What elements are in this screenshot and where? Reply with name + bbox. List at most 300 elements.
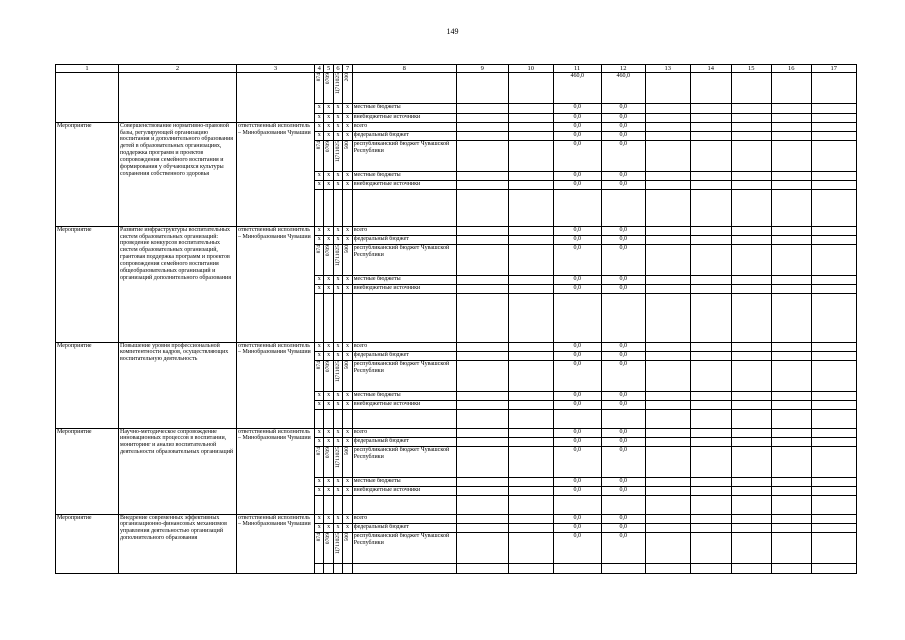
value-col-12: 0,0 [601,140,645,171]
budget-code: Ц711025 [334,140,341,162]
budget-code-cell [315,446,324,477]
x-mark: x [333,113,342,122]
empty-cell [690,360,731,391]
activity-title: Внедрение современных эффективных организационно-финансовых механизмов управления деятельностью организаций дополнительного образования [119,514,237,573]
empty-cell [771,486,811,495]
empty-cell [645,400,690,409]
column-header-17: 17 [811,65,856,73]
empty-cell [645,294,690,343]
empty-cell [771,171,811,180]
empty-cell [343,190,352,227]
empty-cell [508,477,553,486]
empty-cell [456,360,508,391]
empty-cell [811,342,856,351]
empty-cell [771,437,811,446]
x-mark: x [324,514,333,523]
value-col-11: 0,0 [553,131,601,140]
x-mark: x [315,477,324,486]
activity-title: Развитие инфраструктуры воспитательных систем образовательных организаций: проведение конкурсов воспитательных систем образовательных организаций, грантовая поддержка программ и проектов сопровождения семейного воспитания общеобразовательных организаций и организаций дополнительного образования [119,226,237,342]
empty-cell [811,131,856,140]
empty-cell [811,235,856,244]
empty-cell [811,244,856,275]
empty-cell [731,563,771,573]
value-col-12: 0,0 [601,523,645,532]
empty-cell [771,190,811,227]
empty-cell [352,294,456,343]
funding-source: федеральный бюджет [352,235,456,244]
empty-cell [690,294,731,343]
x-mark: x [343,428,352,437]
value-col-12: 0,0 [601,180,645,189]
empty-cell [811,351,856,360]
x-mark: x [315,131,324,140]
value-col-11: 0,0 [553,446,601,477]
budget-code: 500 [344,140,351,150]
empty-cell [456,275,508,284]
funding-source: федеральный бюджет [352,351,456,360]
empty-cell [315,294,324,343]
empty-cell [690,275,731,284]
empty-cell [731,140,771,171]
empty-cell [811,180,856,189]
responsible-executor: ответственный исполнитель – Минобразования Чувашии [237,122,315,226]
empty-cell [771,523,811,532]
x-mark: x [315,437,324,446]
value-col-12: 0,0 [601,275,645,284]
budget-code: Ц711025 [334,446,341,468]
empty-cell [690,73,731,104]
x-mark: x [324,180,333,189]
empty-cell [237,73,315,122]
empty-cell [508,391,553,400]
budget-table [55,64,857,574]
empty-cell [508,437,553,446]
empty-cell [456,400,508,409]
empty-cell [645,446,690,477]
x-mark: x [324,104,333,113]
x-mark: x [343,122,352,131]
empty-cell [771,275,811,284]
empty-cell [645,477,690,486]
budget-code: Ц711025 [334,532,341,554]
funding-source: всего [352,342,456,351]
empty-cell [508,563,553,573]
empty-cell [771,563,811,573]
budget-code-cell [333,532,342,563]
empty-cell [731,171,771,180]
empty-cell [324,563,333,573]
empty-cell [645,73,690,104]
budget-code-cell [343,244,352,275]
funding-source: внебюджетные источники [352,400,456,409]
empty-cell [690,486,731,495]
x-mark: x [343,235,352,244]
funding-source: внебюджетные источники [352,284,456,293]
empty-cell [690,400,731,409]
budget-code-cell [343,140,352,171]
budget-code-cell [315,244,324,275]
empty-cell [811,514,856,523]
x-mark: x [343,113,352,122]
empty-cell [553,409,601,428]
x-mark: x [324,226,333,235]
x-mark: x [333,351,342,360]
empty-cell [343,294,352,343]
budget-code: 874 [316,140,322,150]
empty-cell [315,495,324,514]
budget-code: 500 [344,360,351,370]
empty-cell [343,563,352,573]
funding-source: республиканский бюджет Чувашской Республики [352,446,456,477]
value-col-12: 0,0 [601,532,645,563]
empty-cell [811,275,856,284]
value-col-11: 0,0 [553,360,601,391]
empty-cell [645,244,690,275]
empty-cell [645,171,690,180]
empty-cell [352,409,456,428]
empty-cell [508,284,553,293]
column-header-6: 6 [333,65,342,73]
empty-cell [645,113,690,122]
empty-cell [771,104,811,113]
empty-cell [731,477,771,486]
value-col-12: 0,0 [601,486,645,495]
funding-source: местные бюджеты [352,477,456,486]
budget-code-cell [333,244,342,275]
x-mark: x [333,104,342,113]
empty-cell [56,73,119,122]
empty-cell [811,104,856,113]
empty-cell [811,563,856,573]
empty-cell [690,180,731,189]
value-col-11: 0,0 [553,351,601,360]
empty-cell [456,391,508,400]
budget-code: 874 [316,446,322,456]
empty-cell [508,342,553,351]
funding-source: всего [352,122,456,131]
empty-cell [645,122,690,131]
empty-cell [731,409,771,428]
value-col-12: 0,0 [601,437,645,446]
empty-cell [315,190,324,227]
x-mark: x [315,104,324,113]
x-mark: x [333,226,342,235]
value-col-12: 0,0 [601,360,645,391]
empty-cell [508,351,553,360]
empty-cell [456,244,508,275]
empty-cell [731,514,771,523]
value-col-12: 0,0 [601,122,645,131]
empty-cell [645,180,690,189]
empty-cell [731,360,771,391]
funding-source: местные бюджеты [352,275,456,284]
empty-cell [508,140,553,171]
empty-cell [456,122,508,131]
x-mark: x [315,180,324,189]
funding-source: республиканский бюджет Чувашской Республики [352,140,456,171]
x-mark: x [315,226,324,235]
empty-cell [553,563,601,573]
budget-code-cell [324,532,333,563]
value-col-12: 0,0 [601,400,645,409]
value-col-11: 0,0 [553,400,601,409]
x-mark: x [333,477,342,486]
empty-cell [771,226,811,235]
empty-cell [811,113,856,122]
value-col-12: 0,0 [601,514,645,523]
x-mark: x [333,180,342,189]
empty-cell [645,342,690,351]
value-col-11: 0,0 [553,477,601,486]
funding-source: местные бюджеты [352,171,456,180]
empty-cell [456,113,508,122]
empty-cell [731,244,771,275]
empty-cell [645,437,690,446]
budget-code-cell [333,446,342,477]
empty-cell [456,486,508,495]
x-mark: x [343,104,352,113]
value-col-12: 0,0 [601,171,645,180]
empty-cell [601,294,645,343]
x-mark: x [315,428,324,437]
empty-cell [508,495,553,514]
empty-cell [456,294,508,343]
empty-cell [690,437,731,446]
budget-code: Ц711025 [334,73,341,95]
value-col-11: 0,0 [553,122,601,131]
empty-cell [508,446,553,477]
value-col-11: 0,0 [553,437,601,446]
column-header-8: 8 [352,65,456,73]
x-mark: x [324,477,333,486]
x-mark: x [324,351,333,360]
x-mark: x [343,514,352,523]
empty-cell [811,360,856,391]
budget-code: 0709 [325,532,332,544]
column-header-15: 15 [731,65,771,73]
funding-source: федеральный бюджет [352,523,456,532]
empty-cell [456,140,508,171]
column-header-9: 9 [456,65,508,73]
budget-code: 0709 [325,360,332,372]
budget-code-cell [315,73,324,104]
funding-source: федеральный бюджет [352,131,456,140]
value-col-11: 0,0 [553,514,601,523]
empty-cell [811,391,856,400]
empty-cell [731,428,771,437]
budget-code-cell [324,244,333,275]
responsible-executor: ответственный исполнитель – Минобразования Чувашии [237,428,315,514]
activity-title: Научно-методическое сопровождение инновационных процессов в воспитании, мониторинг и анализ воспитательной деятельности образовательных организаций [119,428,237,514]
empty-cell [690,523,731,532]
budget-code-cell [333,73,342,104]
budget-code: Ц711025 [334,360,341,382]
empty-cell [333,294,342,343]
value-col-12: 0,0 [601,391,645,400]
empty-cell [811,284,856,293]
column-header-12: 12 [601,65,645,73]
empty-cell [333,190,342,227]
value-col-11: 0,0 [553,113,601,122]
x-mark: x [324,391,333,400]
empty-cell [645,428,690,437]
budget-code-cell [324,360,333,391]
budget-code: 874 [316,532,322,542]
empty-cell [456,532,508,563]
empty-cell [731,486,771,495]
empty-cell [811,523,856,532]
empty-cell [601,409,645,428]
empty-cell [456,342,508,351]
x-mark: x [315,122,324,131]
value-col-12: 0,0 [601,244,645,275]
budget-code-cell [324,140,333,171]
empty-cell [690,446,731,477]
activity-type: Мероприятие [56,428,119,514]
empty-cell [508,190,553,227]
empty-cell [601,495,645,514]
value-col-11: 0,0 [553,140,601,171]
x-mark: x [324,131,333,140]
empty-cell [508,360,553,391]
empty-cell [690,514,731,523]
activity-type: Мероприятие [56,226,119,342]
value-col-11: 0,0 [553,532,601,563]
budget-code-cell [315,140,324,171]
empty-cell [645,523,690,532]
x-mark: x [324,284,333,293]
empty-cell [456,351,508,360]
empty-cell [352,190,456,227]
empty-cell [508,122,553,131]
x-mark: x [333,523,342,532]
empty-cell [645,275,690,284]
empty-cell [690,235,731,244]
empty-cell [690,113,731,122]
empty-cell [645,226,690,235]
empty-cell [508,409,553,428]
empty-cell [771,446,811,477]
empty-cell [508,104,553,113]
empty-cell [553,190,601,227]
x-mark: x [333,514,342,523]
x-mark: x [315,171,324,180]
empty-cell [731,275,771,284]
empty-cell [771,400,811,409]
value-col-12: 0,0 [601,428,645,437]
empty-cell [731,131,771,140]
empty-cell [731,190,771,227]
empty-cell [343,409,352,428]
value-col-11: 0,0 [553,244,601,275]
empty-cell [771,284,811,293]
empty-cell [771,131,811,140]
x-mark: x [315,391,324,400]
x-mark: x [315,284,324,293]
empty-cell [811,171,856,180]
x-mark: x [333,275,342,284]
empty-cell [811,294,856,343]
x-mark: x [343,180,352,189]
empty-cell [333,495,342,514]
value-col-11: 0,0 [553,342,601,351]
value-col-11: 0,0 [553,428,601,437]
x-mark: x [343,351,352,360]
x-mark: x [315,342,324,351]
empty-cell [456,235,508,244]
column-header-3: 3 [237,65,315,73]
empty-cell [771,532,811,563]
x-mark: x [343,131,352,140]
empty-cell [645,495,690,514]
empty-cell [508,244,553,275]
x-mark: x [333,486,342,495]
x-mark: x [324,122,333,131]
funding-source: федеральный бюджет [352,437,456,446]
value-col-11: 460,0 [553,73,601,104]
empty-cell [811,73,856,104]
column-header-2: 2 [119,65,237,73]
x-mark: x [343,477,352,486]
value-col-11: 0,0 [553,226,601,235]
value-col-11: 0,0 [553,275,601,284]
column-header-11: 11 [553,65,601,73]
empty-cell [645,360,690,391]
x-mark: x [343,226,352,235]
x-mark: x [333,171,342,180]
empty-cell [811,437,856,446]
empty-cell [645,104,690,113]
value-col-12: 0,0 [601,226,645,235]
empty-cell [690,140,731,171]
empty-cell [731,391,771,400]
empty-cell [119,73,237,122]
empty-cell [315,409,324,428]
activity-type: Мероприятие [56,342,119,428]
x-mark: x [343,400,352,409]
responsible-executor: ответственный исполнитель – Минобразования Чувашии [237,342,315,428]
empty-cell [731,342,771,351]
empty-cell [690,171,731,180]
budget-code-cell [324,446,333,477]
x-mark: x [315,113,324,122]
empty-cell [731,180,771,189]
budget-code: 0709 [325,140,332,153]
budget-code-cell [343,360,352,391]
empty-cell [456,409,508,428]
empty-cell [645,486,690,495]
x-mark: x [315,351,324,360]
empty-cell [645,351,690,360]
empty-cell [771,180,811,189]
empty-cell [731,532,771,563]
value-col-12: 0,0 [601,342,645,351]
empty-cell [456,131,508,140]
empty-cell [645,532,690,563]
empty-cell [811,532,856,563]
budget-code: 200 [344,73,351,82]
empty-cell [771,73,811,104]
empty-cell [690,532,731,563]
x-mark: x [324,235,333,244]
budget-code: Ц711025 [334,244,341,266]
empty-cell [456,446,508,477]
empty-cell [690,342,731,351]
empty-cell [508,226,553,235]
x-mark: x [324,342,333,351]
empty-cell [771,140,811,171]
budget-code: 0709 [325,446,332,458]
